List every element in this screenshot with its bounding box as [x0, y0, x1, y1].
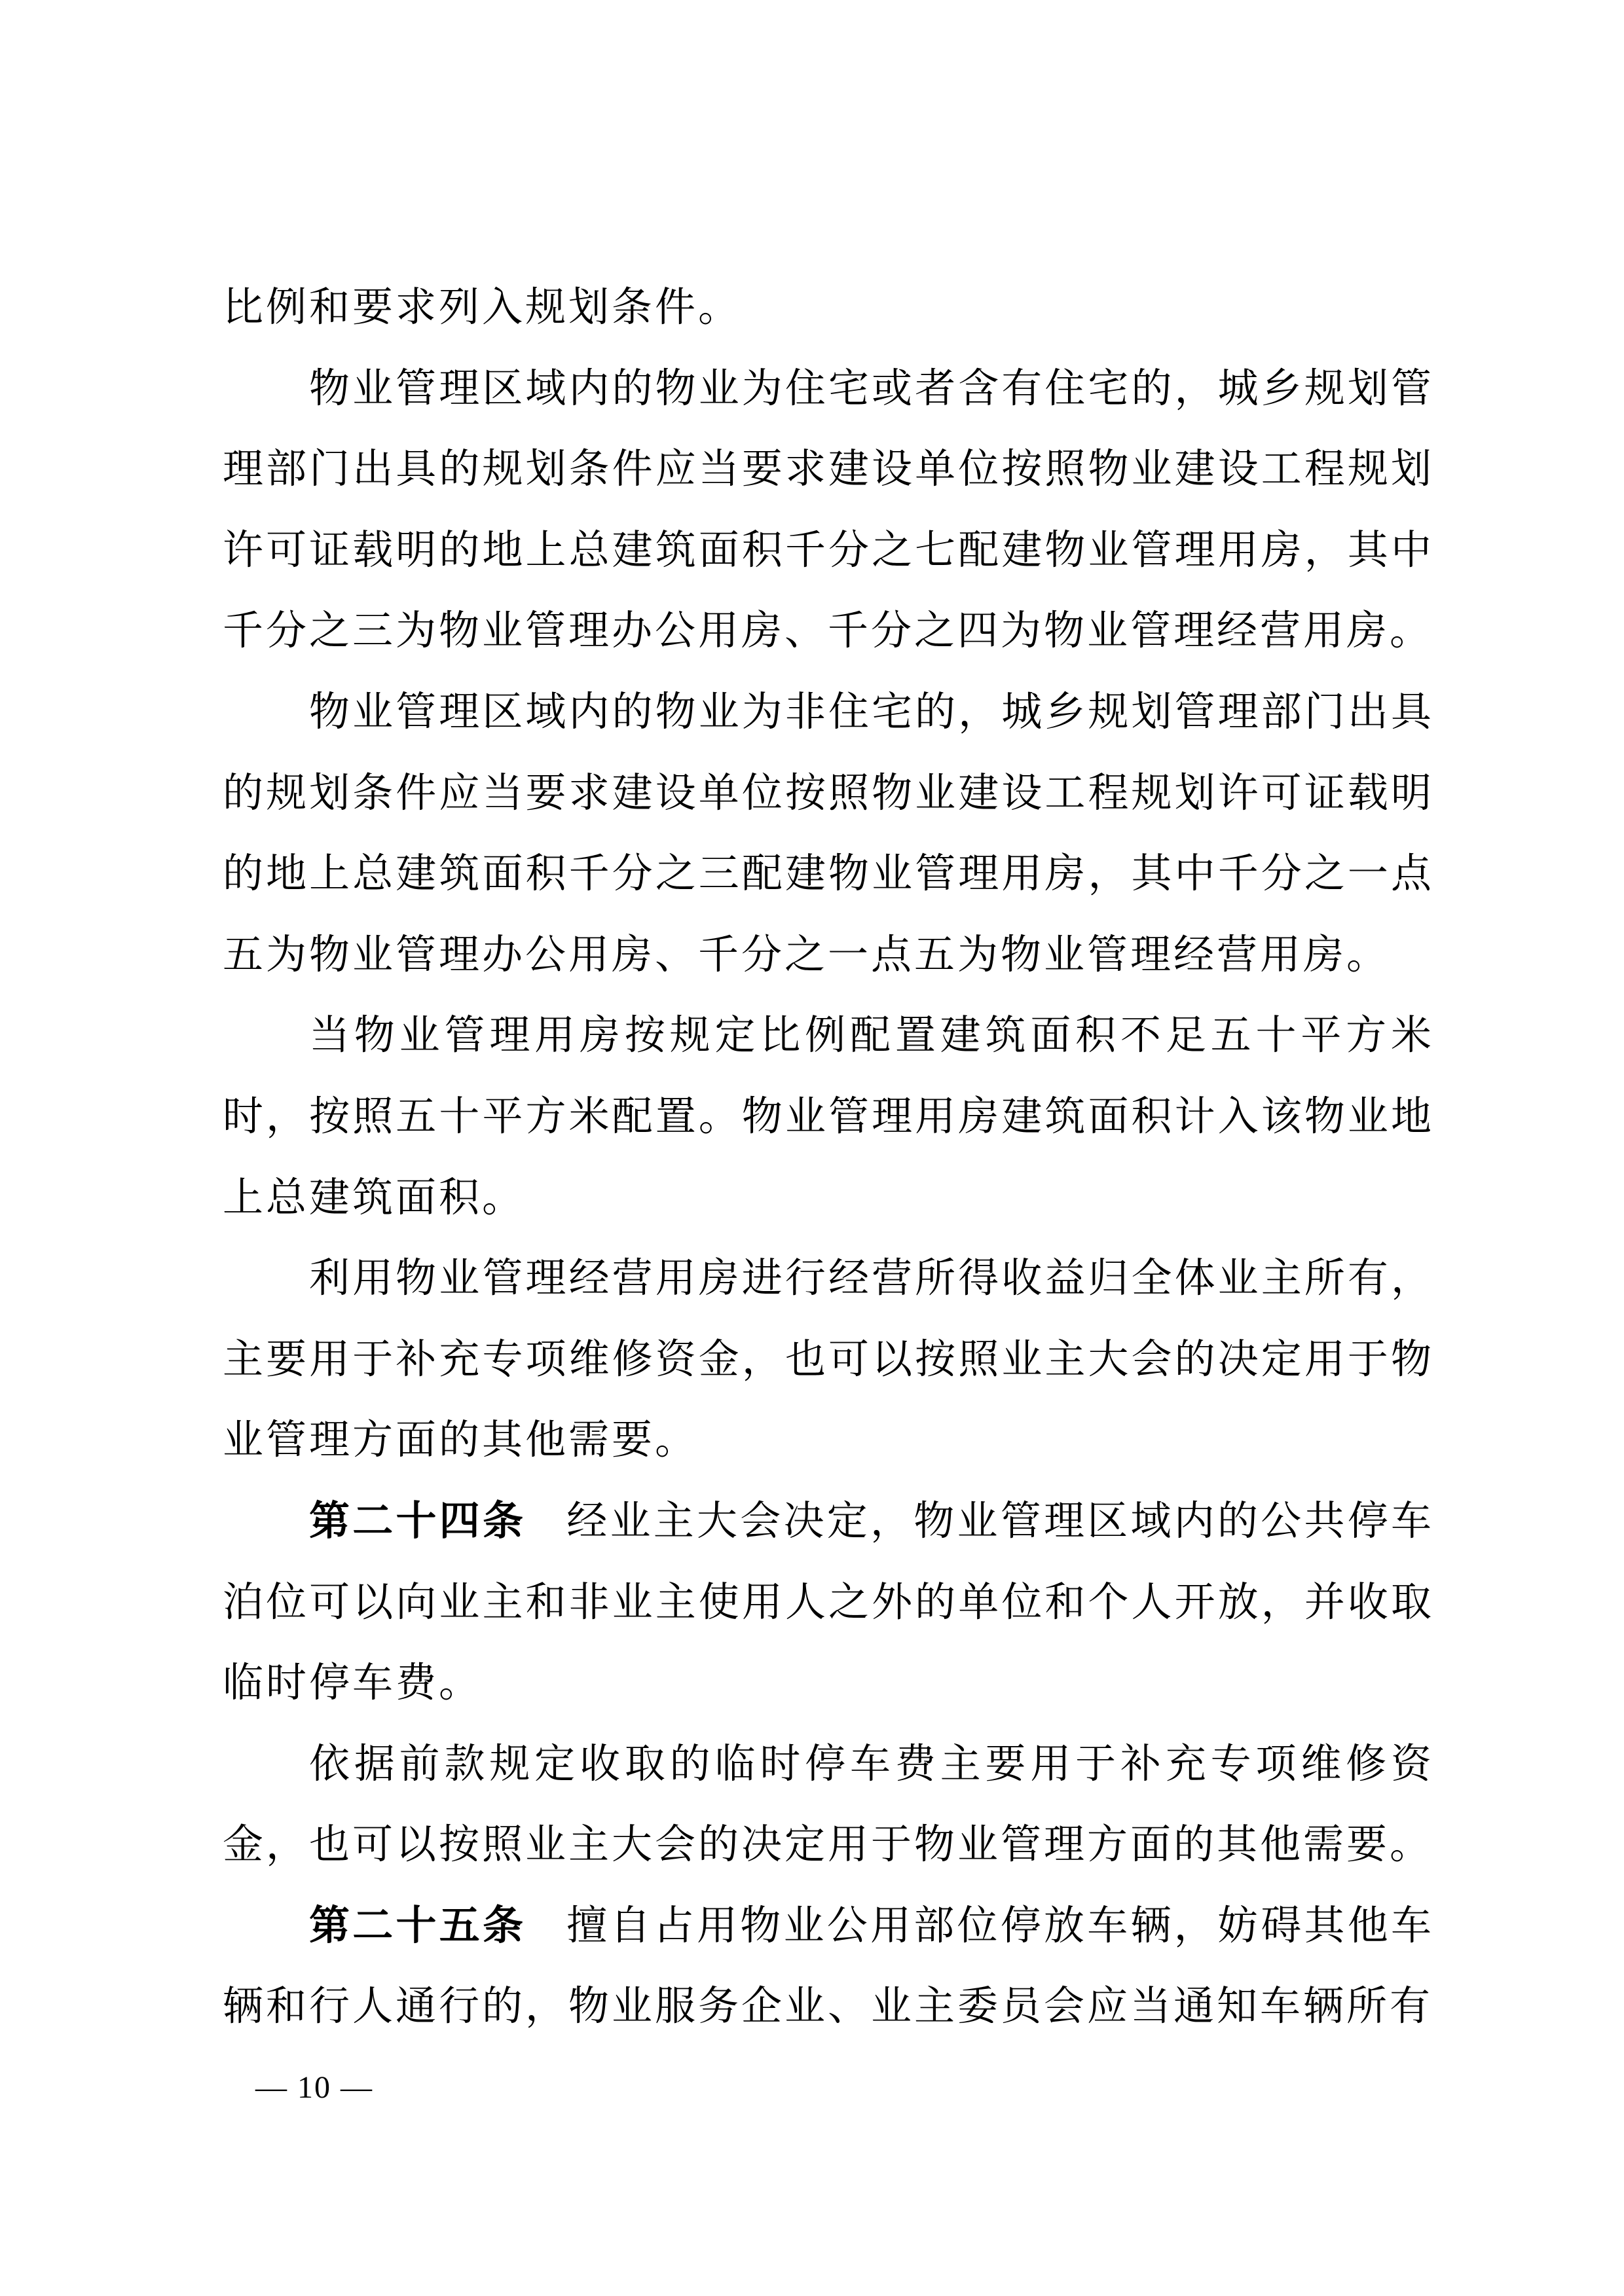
document-body	[223, 268, 1434, 2048]
paragraph-text: 利用物业管理经营用房进行经营所得收益归全体业主所有，主要用于补充专项维修资金，也可以按照业主大会的决定用于物业管理方面的其他需要。	[223, 1256, 1434, 1463]
paragraph-text: 比例和要求列入规划条件。	[223, 285, 742, 330]
paragraph	[223, 996, 1434, 1239]
paragraph-text: 经业主大会决定，物业管理区域内的公共停车泊位可以向业主和非业主使用人之外的单位和个人开放，并收取临时停车费。	[223, 1499, 1434, 1706]
paragraph-text: 物业管理区域内的物业为非住宅的，城乡规划管理部门出具的规划条件应当要求建设单位按照物业建设工程规划许可证载明的地上总建筑面积千分之三配建物业管理用房，其中千分之一点五为物业管理办公用房、千分之一点五为物业管理经营用房。	[223, 689, 1434, 977]
paragraph	[223, 1482, 1434, 1724]
paragraph	[223, 349, 1434, 672]
paragraph-text: 擅自占用物业公用部位停放车辆，妨碍其他车辆和行人通行的，物业服务企业、业主委员会应当通知车辆所有	[223, 1903, 1434, 2030]
paragraph	[223, 268, 1434, 349]
page-number: — 10 —	[255, 2070, 373, 2105]
paragraph	[223, 1724, 1434, 1886]
paragraph-text: 依据前款规定收取的临时停车费主要用于补充专项维修资金，也可以按照业主大会的决定用于物业管理方面的其他需要。	[223, 1741, 1434, 1868]
paragraph	[223, 1239, 1434, 1482]
paragraph-text: 当物业管理用房按规定比例配置建筑面积不足五十平方米时，按照五十平方米配置。物业管理用房建筑面积计入该物业地上总建筑面积。	[223, 1013, 1434, 1220]
paragraph	[223, 672, 1434, 996]
paragraph	[223, 1886, 1434, 2048]
article-number-heading: 第二十四条	[309, 1499, 526, 1544]
article-number-heading: 第二十五条	[309, 1903, 526, 1948]
paragraph-text: 物业管理区域内的物业为住宅或者含有住宅的，城乡规划管理部门出具的规划条件应当要求建设单位按照物业建设工程规划许可证载明的地上总建筑面积千分之七配建物业管理用房，其中千分之三为物业管理办公用房、千分之四为物业管理经营用房。	[223, 366, 1434, 654]
